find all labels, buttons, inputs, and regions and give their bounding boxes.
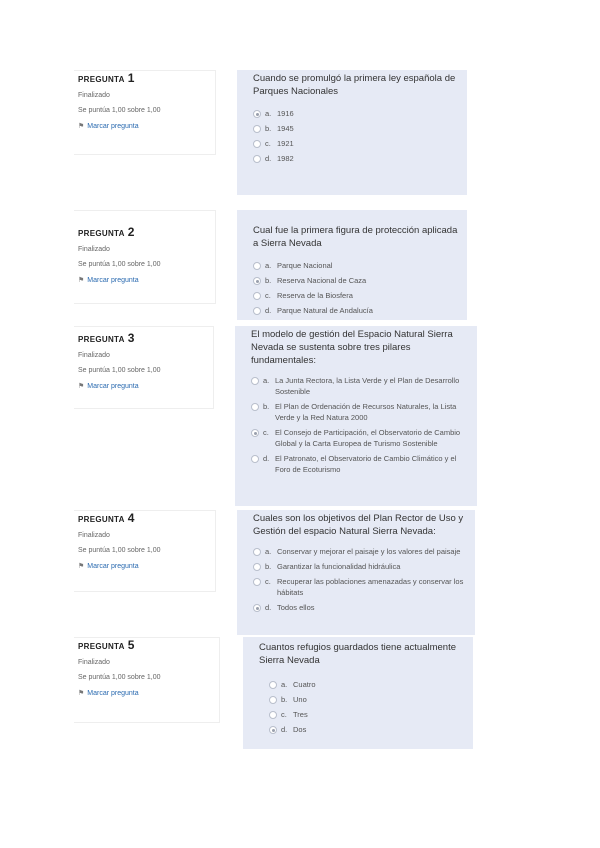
question-state: Finalizado: [78, 92, 110, 99]
option-letter: d.: [263, 454, 270, 463]
answer-option[interactable]: [251, 427, 473, 449]
question-state: Finalizado: [78, 532, 110, 539]
option-text: 1945: [277, 124, 294, 133]
answer-options: [253, 260, 463, 316]
question-info: [74, 210, 216, 304]
radio-button[interactable]: [253, 155, 261, 163]
radio-button[interactable]: [269, 696, 277, 704]
option-text: Recuperar las poblaciones amenazadas y conservar los hábitats: [277, 577, 464, 597]
option-text: El Patronato, el Observatorio de Cambio Climático y el Foro de Ecoturismo: [275, 454, 457, 474]
option-text: Uno: [293, 695, 307, 704]
question-grade: Se puntúa 1,00 sobre 1,00: [78, 367, 161, 374]
question-info: [74, 70, 216, 155]
option-text: 1982: [277, 154, 294, 163]
answer-option[interactable]: [253, 602, 471, 613]
answer-option[interactable]: [251, 375, 473, 397]
radio-button[interactable]: [253, 307, 261, 315]
answer-option[interactable]: [269, 679, 469, 690]
flag-question-link[interactable]: [78, 382, 213, 390]
answer-option[interactable]: [269, 709, 469, 720]
question-grade: Se puntúa 1,00 sobre 1,00: [78, 107, 161, 114]
question-title: [78, 225, 215, 239]
answer-option[interactable]: [269, 694, 469, 705]
option-text: Dos: [293, 725, 307, 734]
option-text: 1921: [277, 139, 294, 148]
option-letter: a.: [265, 261, 272, 270]
option-letter: b.: [265, 124, 272, 133]
question-grade: Se puntúa 1,00 sobre 1,00: [78, 674, 161, 681]
question-number: 2: [127, 225, 135, 239]
flag-question-label: Marcar pregunta: [87, 276, 139, 284]
option-text: Reserva Nacional de Caza: [277, 276, 367, 285]
option-letter: d.: [265, 154, 272, 163]
radio-button[interactable]: [253, 292, 261, 300]
question-label: PREGUNTA: [78, 75, 125, 84]
radio-button[interactable]: [253, 548, 261, 556]
radio-button[interactable]: [253, 563, 261, 571]
question-panel: [235, 326, 477, 506]
flag-question-label: Marcar pregunta: [87, 122, 139, 130]
question-info: [74, 637, 220, 723]
answer-option[interactable]: [253, 290, 463, 301]
question-text: El modelo de gestión del Espacio Natural Sierra Nevada se sustenta sobre tres pilares fundamentales:: [251, 329, 453, 366]
question-panel: [237, 510, 475, 635]
radio-button[interactable]: [253, 578, 261, 586]
flag-question-link[interactable]: [78, 122, 215, 130]
flag-question-label: Marcar pregunta: [87, 382, 139, 390]
answer-option[interactable]: [253, 546, 471, 557]
option-letter: c.: [265, 291, 271, 300]
question-grade: Se puntúa 1,00 sobre 1,00: [78, 547, 161, 554]
question-title: [78, 511, 215, 525]
option-text: Conservar y mejorar el paisaje y los valores del paisaje: [277, 547, 461, 556]
answer-option[interactable]: [253, 153, 463, 164]
answer-option[interactable]: [253, 123, 463, 134]
radio-button[interactable]: [251, 403, 259, 411]
option-text: Garantizar la funcionalidad hidráulica: [277, 562, 401, 571]
radio-button[interactable]: [269, 711, 277, 719]
question-text: Cual fue la primera figura de protección aplicada a Sierra Nevada: [253, 225, 458, 249]
flag-question-link[interactable]: [78, 276, 215, 284]
answer-option[interactable]: [251, 453, 473, 475]
option-text: Reserva de la Biosfera: [277, 291, 353, 300]
question-info: [74, 510, 216, 592]
question-number: 5: [127, 638, 135, 652]
question-title: [78, 638, 219, 652]
option-letter: c.: [265, 577, 271, 586]
answer-options: [259, 679, 469, 735]
question-label: PREGUNTA: [78, 515, 125, 524]
answer-option[interactable]: [253, 108, 463, 119]
answer-options: [253, 108, 463, 164]
question-number: 4: [127, 511, 135, 525]
option-letter: d.: [281, 725, 288, 734]
answer-options: [251, 375, 473, 475]
question-label: PREGUNTA: [78, 642, 125, 651]
flag-icon: ⚑: [78, 277, 85, 284]
radio-button[interactable]: [269, 726, 277, 734]
question-text: Cuando se promulgó la primera ley española de Parques Nacionales: [253, 73, 456, 97]
option-text: Tres: [293, 710, 308, 719]
question-label: PREGUNTA: [78, 229, 125, 238]
option-letter: a.: [263, 376, 270, 385]
option-letter: c.: [265, 139, 271, 148]
question-panel: [237, 210, 467, 320]
question-title: [78, 331, 213, 345]
question-text: Cuantos refugios guardados tiene actualmente Sierra Nevada: [259, 642, 456, 666]
answer-option[interactable]: [253, 260, 463, 271]
answer-option[interactable]: [253, 305, 463, 316]
answer-option[interactable]: [251, 401, 473, 423]
option-letter: b.: [265, 562, 272, 571]
question-state: Finalizado: [78, 659, 110, 666]
question-panel: [237, 70, 467, 195]
radio-button[interactable]: [253, 277, 261, 285]
answer-option[interactable]: [253, 138, 463, 149]
question-panel: [243, 637, 473, 749]
option-text: Todos ellos: [277, 603, 315, 612]
flag-question-link[interactable]: [78, 562, 215, 570]
answer-options: [253, 546, 471, 613]
radio-button[interactable]: [251, 429, 259, 437]
flag-question-label: Marcar pregunta: [87, 689, 139, 697]
option-text: Cuatro: [293, 680, 316, 689]
question-label: PREGUNTA: [78, 335, 125, 344]
option-text: El Plan de Ordenación de Recursos Naturales, la Lista Verde y la Red Natura 2000: [275, 402, 457, 422]
question-state: Finalizado: [78, 246, 110, 253]
radio-button[interactable]: [253, 140, 261, 148]
option-letter: d.: [265, 603, 272, 612]
option-letter: c.: [263, 428, 269, 437]
option-text: 1916: [277, 109, 294, 118]
answer-option[interactable]: [253, 561, 471, 572]
option-letter: a.: [265, 547, 272, 556]
option-text: Parque Natural de Andalucía: [277, 306, 373, 315]
radio-button[interactable]: [253, 604, 261, 612]
question-info: [74, 326, 214, 409]
option-letter: b.: [265, 276, 272, 285]
radio-button[interactable]: [251, 455, 259, 463]
option-text: Parque Nacional: [277, 261, 333, 270]
answer-option[interactable]: [253, 275, 463, 286]
radio-button[interactable]: [253, 262, 261, 270]
flag-icon: ⚑: [78, 123, 85, 130]
question-state: Finalizado: [78, 352, 110, 359]
question-number: 3: [127, 331, 135, 345]
flag-question-label: Marcar pregunta: [87, 562, 139, 570]
radio-button[interactable]: [253, 110, 261, 118]
flag-icon: ⚑: [78, 563, 85, 570]
radio-button[interactable]: [251, 377, 259, 385]
option-letter: a.: [265, 109, 272, 118]
question-number: 1: [127, 71, 135, 85]
flag-icon: ⚑: [78, 383, 85, 390]
option-text: El Consejo de Participación, el Observatorio de Cambio Global y la Carta Europea de Turismo Sostenible: [275, 428, 461, 448]
answer-option[interactable]: [253, 576, 471, 598]
option-letter: c.: [281, 710, 287, 719]
question-grade: Se puntúa 1,00 sobre 1,00: [78, 261, 161, 268]
option-letter: b.: [263, 402, 270, 411]
option-letter: d.: [265, 306, 272, 315]
option-letter: b.: [281, 695, 288, 704]
flag-question-link[interactable]: [78, 689, 219, 697]
radio-button[interactable]: [253, 125, 261, 133]
answer-option[interactable]: [269, 724, 469, 735]
flag-icon: ⚑: [78, 690, 85, 697]
question-title: [78, 71, 215, 85]
question-text: Cuales son los objetivos del Plan Rector de Uso y Gestión del espacio Natural Sierra Nevada:: [253, 513, 464, 537]
option-letter: a.: [281, 680, 288, 689]
option-text: La Junta Rectora, la Lista Verde y el Plan de Desarrollo Sostenible: [275, 376, 460, 396]
radio-button[interactable]: [269, 681, 277, 689]
